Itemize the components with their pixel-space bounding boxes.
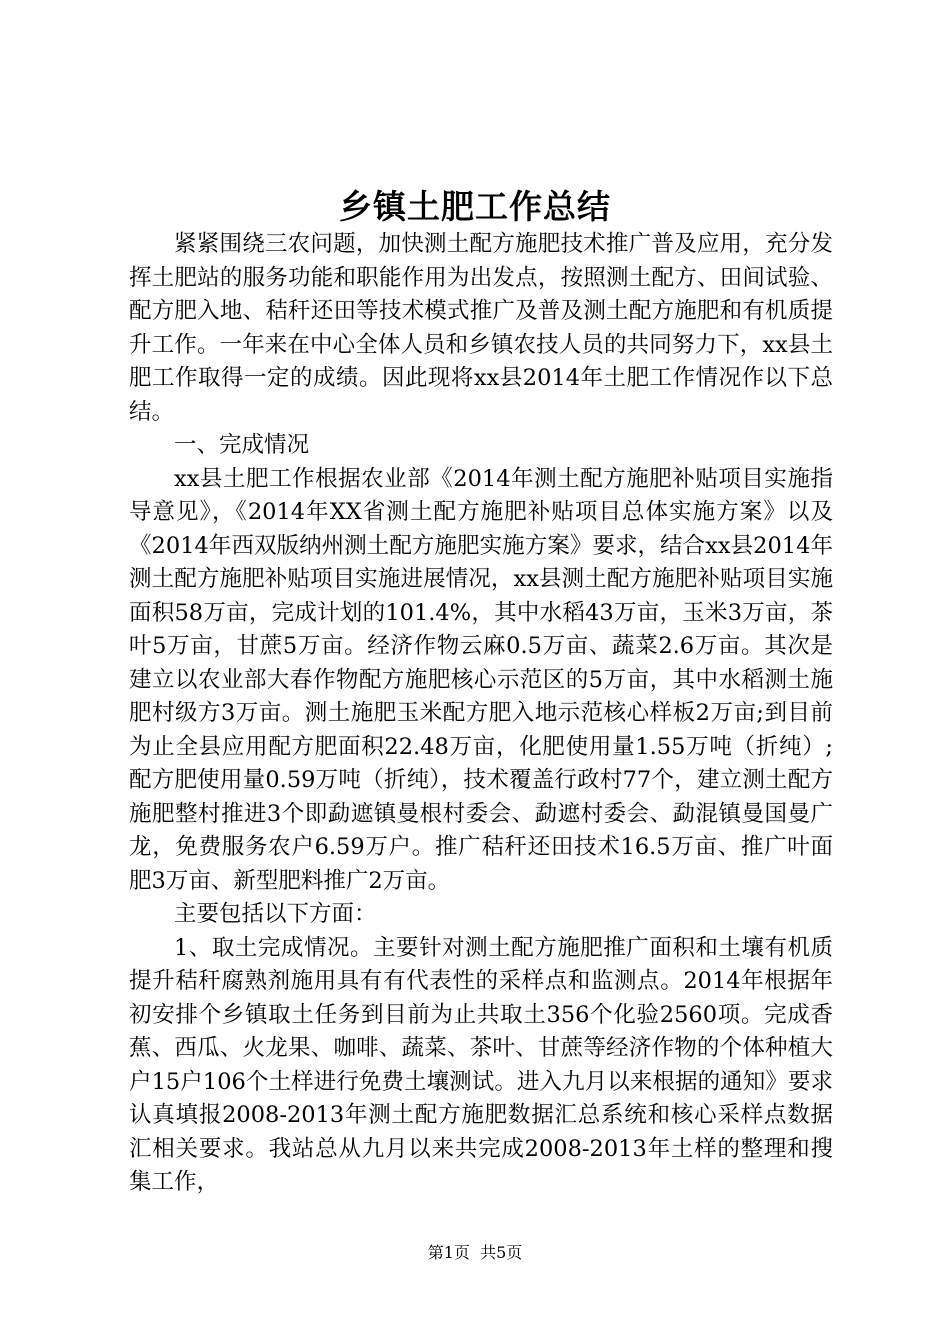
page-total: 共5页 bbox=[480, 1243, 523, 1262]
document-body bbox=[129, 228, 833, 1200]
page-title: 乡镇土肥工作总结 bbox=[339, 187, 611, 226]
page-footer bbox=[0, 1241, 950, 1265]
paragraph-intro: 紧紧围绕三农问题，加快测土配方施肥技术推广普及应用，充分发挥土肥站的服务功能和职能作用为出发点，按照测土配方、田间试验、配方肥入地、秸秆还田等技术模式推广及普及测土配方施肥和有机质提升工作。一年来在中心全体人员和乡镇农技人员的共同努力下，xx县土肥工作取得一定的成绩。因此现将xx县2014年土肥工作情况作以下总结。 bbox=[129, 231, 833, 425]
paragraph-soil-sampling: 1、取土完成情况。主要针对测土配方施肥推广面积和土壤有机质提升秸秆腐熟剂施用具有有代表性的采样点和监测点。2014年根据年初安排个乡镇取土任务到目前为止共取土356个化验2560项。完成香蕉、西瓜、火龙果、咖啡、蔬菜、茶叶、甘蔗等经济作物的个体种植大户15户106个土样进行免费土壤测试。进入九月以来根据的通知》要求认真填报2008-2013年测土配方施肥数据汇总系统和核心采样点数据汇相关要求。我站总从九月以来共完成2008-2013年土样的整理和搜集工作， bbox=[129, 934, 833, 1195]
section-heading-completion: 一、完成情况 bbox=[174, 432, 310, 458]
paragraph-completion-details: xx县土肥工作根据农业部《2014年测土配方施肥补贴项目实施指导意见》，《2014年XX省测土配方施肥补贴项目总体实施方案》以及《2014年西双版纳州测土配方施肥实施方案》要求，结合xx县2014年测土配方施肥补贴项目实施进展情况，xx县测土配方施肥补贴项目实施面积58万亩，完成计划的101.4%，其中水稻43万亩，玉米3万亩，茶叶5万亩，甘蔗5万亩。经济作物云麻0.5万亩、蔬菜2.6万亩。其次是建立以农业部大春作物配方施肥核心示范区的5万亩，其中水稻测土施肥村级方3万亩。测土施肥玉米配方肥入地示范核心样板2万亩;到目前为止全县应用配方肥面积22.48万亩，化肥使用量1.55万吨（折纯）;配方肥使用量0.59万吨（折纯），技术覆盖行政村77个，建立测土配方施肥整村推进3个即勐遮镇曼根村委会、勐遮村委会、勐混镇曼国曼广龙，免费服务农户6.59万户。推广秸秆还田技术16.5万亩、推广叶面肥3万亩、新型肥料推广2万亩。 bbox=[129, 465, 833, 894]
paragraph-main-aspects: 主要包括以下方面： bbox=[174, 901, 377, 927]
page-number: 第1页 bbox=[427, 1243, 470, 1262]
